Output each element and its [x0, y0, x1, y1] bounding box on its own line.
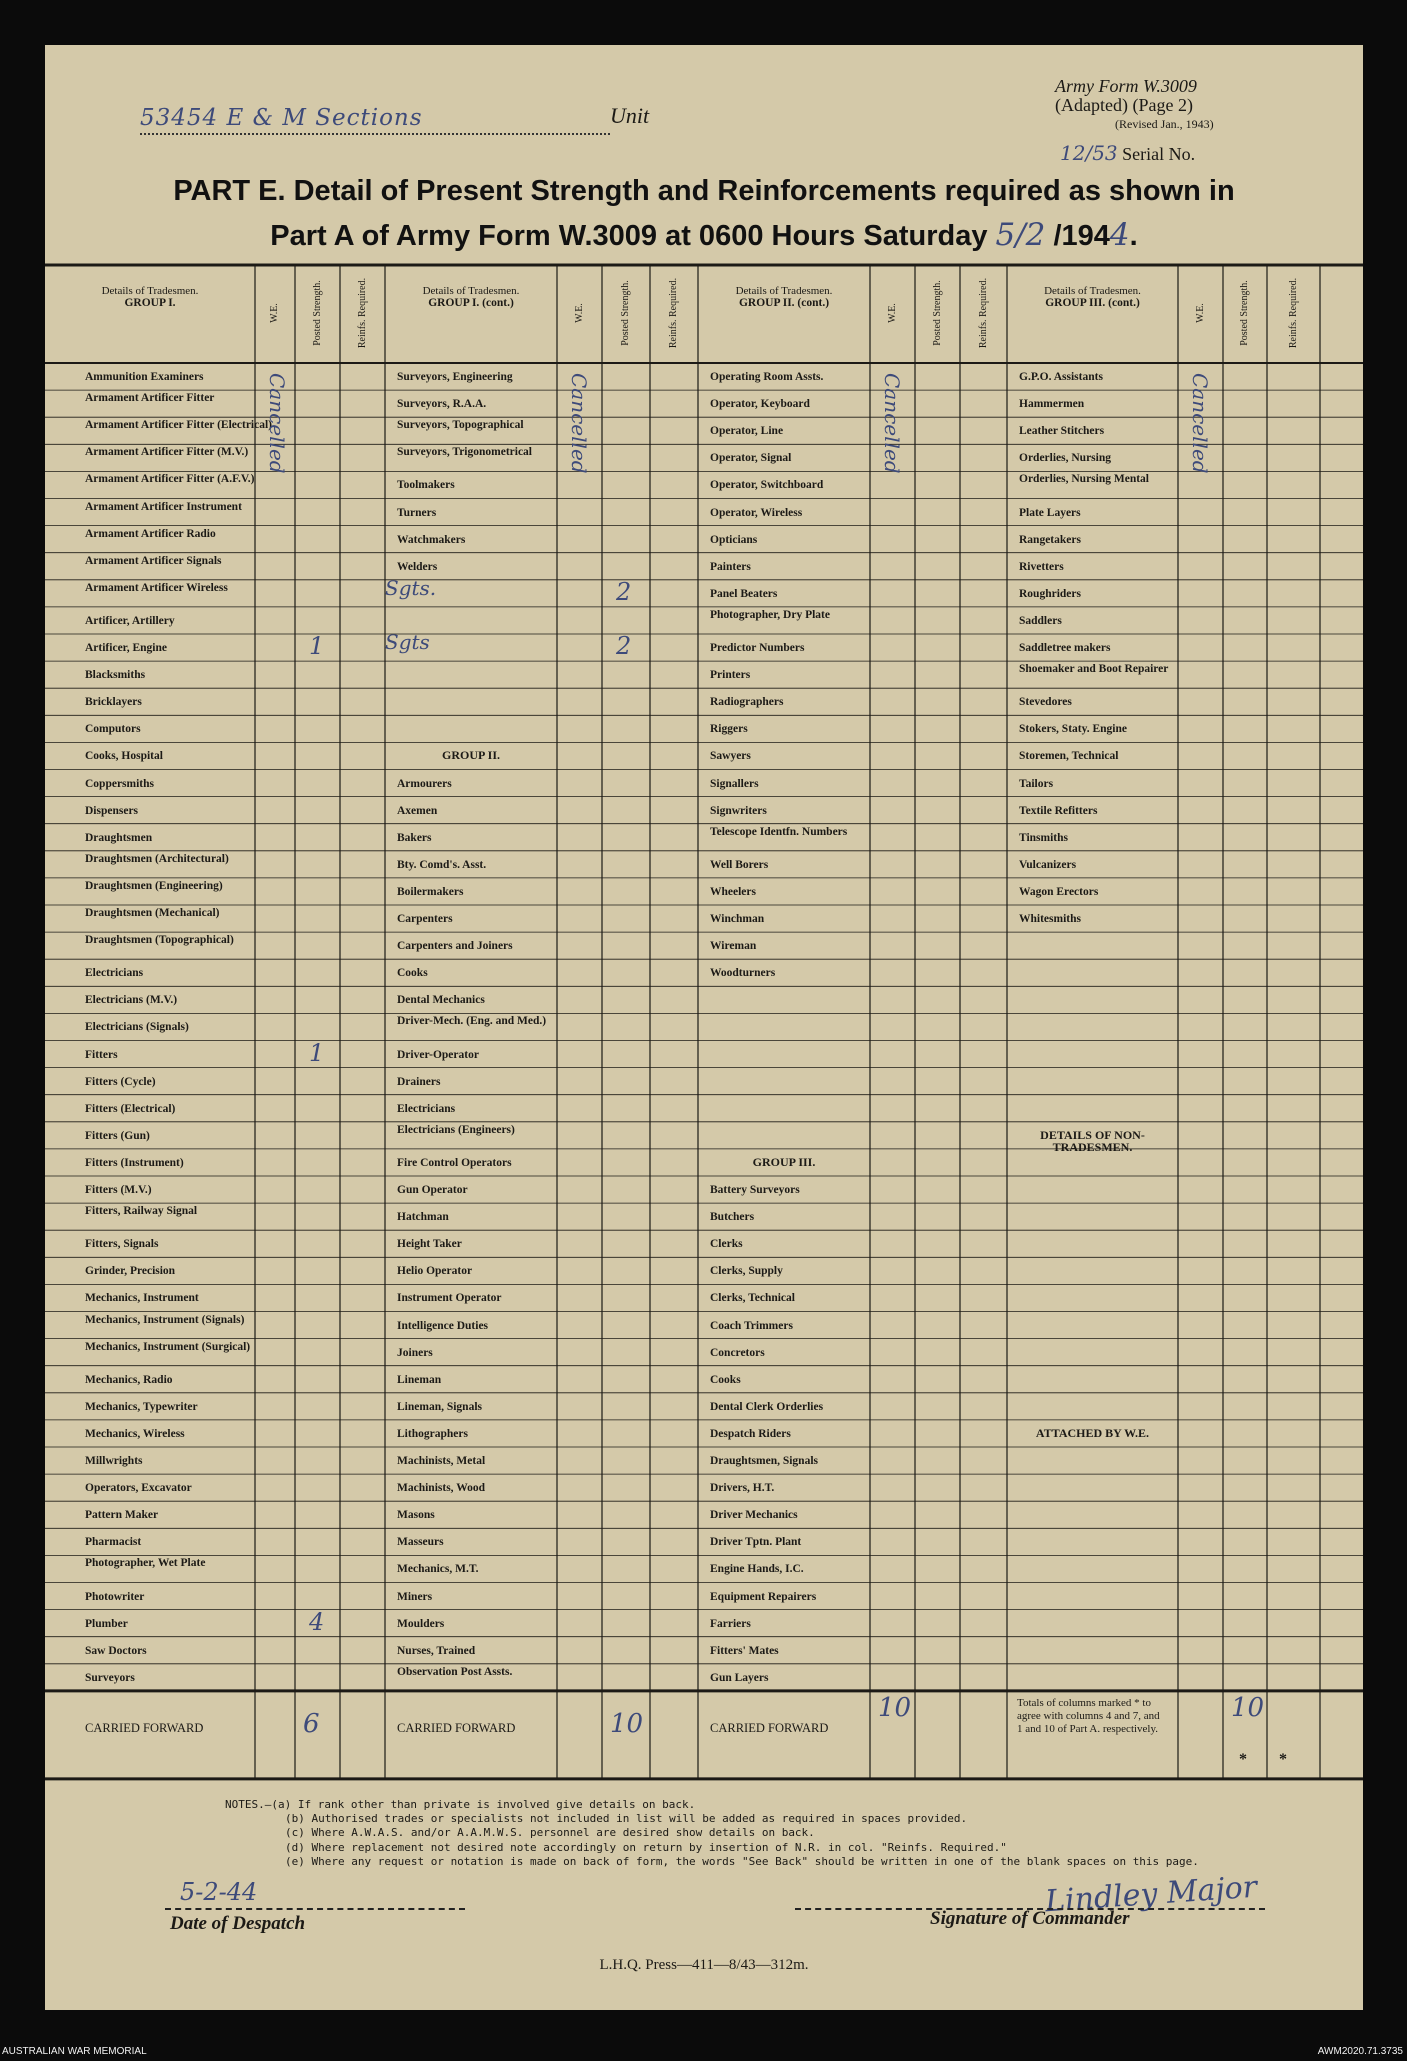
- trade-label: Orderlies, Nursing Mental: [1019, 473, 1149, 486]
- subheading-r: Reinfs. Required.: [356, 277, 368, 349]
- trade-label: Draughtsmen (Topographical): [85, 934, 234, 947]
- trade-label: Woodturners: [710, 967, 776, 980]
- trade-label: Mechanics, Instrument (Surgical): [85, 1340, 251, 1353]
- trade-label: Leather Stitchers: [1019, 425, 1105, 438]
- trade-label: Draughtsmen, Signals: [710, 1455, 818, 1467]
- trade-label: Surveyors, Engineering: [397, 371, 513, 383]
- note-b: (b) Authorised trades or specialists not included in list will be added as required in spaces provided.: [285, 1812, 968, 1826]
- trade-label: Saddlers: [1019, 614, 1062, 627]
- trade-label: Despatch Riders: [710, 1427, 791, 1440]
- trade-label: Armament Artificer Fitter (Electrical): [85, 419, 272, 432]
- trade-label: Operator, Keyboard: [710, 398, 810, 411]
- trade-label: Butchers: [710, 1211, 755, 1224]
- trade-label: Computors: [85, 723, 141, 736]
- heading-group: GROUP III. (cont.): [1045, 297, 1140, 309]
- note-d: (d) Where replacement not desired note accordingly on return by insertion of N.R. in col. "Reinfs. Required.": [285, 1840, 1007, 1854]
- trade-label: Wagon Erectors: [1019, 885, 1099, 898]
- trade-label: Operator, Switchboard: [710, 479, 824, 492]
- trade-label: Equipment Repairers: [710, 1590, 817, 1603]
- column-heading: [1007, 285, 1178, 309]
- star-mark: *: [1239, 1750, 1247, 1768]
- trade-label: Machinists, Wood: [397, 1482, 485, 1495]
- trade-label: Height Taker: [397, 1238, 462, 1251]
- trade-label: Turners: [397, 506, 437, 519]
- star-mark: *: [1279, 1750, 1287, 1768]
- we-note: Sgts.: [385, 575, 437, 600]
- trade-label: Machinists, Metal: [397, 1455, 486, 1467]
- trade-label: Rangetakers: [1019, 533, 1081, 546]
- despatch-line: [165, 1908, 465, 1910]
- title-text: Part A of Army Form W.3009 at 0600 Hours Saturday: [270, 220, 988, 252]
- trade-label: Grinder, Precision: [85, 1265, 176, 1278]
- trade-label: Engine Hands, I.C.: [710, 1563, 804, 1576]
- trade-label: Fire Control Operators: [397, 1156, 512, 1169]
- trade-label: Fitters: [85, 1048, 118, 1061]
- trade-label: G.P.O. Assistants: [1019, 371, 1103, 383]
- trade-label: Saw Doctors: [85, 1644, 147, 1657]
- trade-label: Toolmakers: [397, 479, 455, 492]
- trade-label: Panel Beaters: [710, 587, 778, 600]
- trade-label: Telescope Identfn. Numbers: [710, 825, 848, 838]
- form-page: [45, 45, 1363, 2010]
- trade-label: Mechanics, M.T.: [397, 1563, 479, 1576]
- trade-label: Armament Artificer Radio: [85, 527, 216, 540]
- trade-label: Clerks, Technical: [710, 1292, 795, 1305]
- trade-label: Driver Mechanics: [710, 1509, 798, 1522]
- trade-label: Cooks, Hospital: [85, 750, 163, 763]
- trade-label: Operator, Signal: [710, 452, 792, 465]
- trade-label: Stevedores: [1019, 696, 1072, 709]
- form-number: Army Form W.3009: [1055, 76, 1197, 96]
- trade-label: Plumber: [85, 1617, 128, 1630]
- trade-label: Armourers: [397, 777, 452, 790]
- trade-label: Artificer, Artillery: [85, 614, 175, 627]
- heading-text: Details of Tradesmen.: [422, 285, 520, 297]
- subheading-r: Reinfs. Required.: [977, 277, 989, 349]
- trade-label: Pattern Maker: [85, 1509, 159, 1522]
- trade-label: Fitters, Signals: [85, 1238, 159, 1251]
- trade-label: Operators, Excavator: [85, 1482, 192, 1495]
- heading-group: GROUP II. (cont.): [738, 297, 830, 309]
- title-year: /194: [1053, 220, 1110, 252]
- trade-label: Printers: [710, 669, 751, 682]
- carried-forward-label: CARRIED FORWARD: [710, 1720, 829, 1735]
- serial-label: Serial No.: [1122, 144, 1196, 164]
- trade-label: Photographer, Wet Plate: [85, 1557, 206, 1570]
- posted-value: 1: [309, 632, 325, 660]
- trade-label: Radiographers: [710, 696, 784, 709]
- group-heading: GROUP II.: [441, 748, 500, 763]
- column-heading: [385, 285, 557, 309]
- trade-label: Armament Artificer Signals: [85, 554, 222, 567]
- trade-label: Bakers: [397, 831, 432, 844]
- totals-note: Totals of columns marked * to agree with columns 4 and 7, and 1 and 10 of Part A. respectively.: [1017, 1696, 1160, 1735]
- trade-label: Well Borers: [710, 858, 769, 871]
- trade-label: Electricians: [397, 1102, 456, 1115]
- trade-label: Armament Artificer Wireless: [85, 581, 228, 594]
- trade-label: Sawyers: [710, 750, 751, 763]
- cancelled-stamp: Cancelled: [1188, 373, 1212, 474]
- trade-label: Electricians (M.V.): [85, 994, 178, 1007]
- trade-label: Signallers: [710, 777, 759, 790]
- subheading-p: Posted Strength.: [1239, 280, 1250, 346]
- posted-value: 1: [309, 1038, 325, 1067]
- trade-label: Surveyors: [85, 1671, 135, 1684]
- subheading-r: Reinfs. Required.: [1287, 277, 1299, 349]
- trade-label: Operator, Wireless: [710, 506, 803, 519]
- trade-label: Carpenters and Joiners: [397, 940, 513, 953]
- trade-label: Moulders: [397, 1617, 445, 1630]
- trade-label: Fitters' Mates: [710, 1644, 779, 1657]
- subheading-p: Posted Strength.: [620, 280, 631, 346]
- posted-value: 2: [616, 632, 632, 660]
- carried-forward-value: 10: [1231, 1692, 1265, 1723]
- we-note: Sgts: [385, 630, 430, 654]
- trade-label: Driver Tptn. Plant: [710, 1536, 802, 1549]
- trade-label: Cooks: [710, 1373, 741, 1386]
- trade-label: Farriers: [710, 1617, 751, 1630]
- cancelled-stamp: Cancelled: [880, 373, 904, 474]
- column-heading: [698, 285, 870, 309]
- subheading-we: W.E.: [1194, 303, 1206, 323]
- trade-label: Clerks: [710, 1238, 743, 1251]
- trade-label: Fitters (Cycle): [85, 1075, 156, 1088]
- archive-ref: AWM2020.71.3735: [1317, 2046, 1403, 2057]
- heading-group: GROUP I.: [124, 297, 176, 309]
- trade-label: Operating Room Assts.: [710, 371, 824, 383]
- part-title-line1: PART E. Detail of Present Strength and Reinforcements required as shown in: [173, 175, 1235, 207]
- posted-value: 4: [309, 1607, 325, 1636]
- subheading-we: W.E.: [269, 303, 280, 323]
- trade-label: Fitters (M.V.): [85, 1184, 152, 1196]
- despatch-date-handwritten: 5-2-44: [180, 1878, 258, 1906]
- trade-label: Draughtsmen (Engineering): [85, 879, 223, 892]
- trade-label: Nurses, Trained: [397, 1644, 476, 1657]
- commander-signature: Lindley Major: [1044, 1869, 1259, 1920]
- cancelled-stamp: Cancelled: [265, 373, 289, 474]
- group-heading: GROUP III.: [752, 1154, 816, 1169]
- trade-label: Driver-Mech. (Eng. and Med.): [397, 1015, 547, 1028]
- trade-label: Surveyors, Trigonometrical: [397, 446, 532, 459]
- trade-label: Saddletree makers: [1019, 642, 1111, 654]
- carried-forward-label: CARRIED FORWARD: [397, 1720, 516, 1735]
- trade-label: Concretors: [710, 1346, 765, 1359]
- trade-label: Dental Mechanics: [397, 994, 485, 1007]
- trade-label: Tinsmiths: [1019, 831, 1069, 844]
- title-end: .: [1129, 220, 1138, 252]
- trade-label: Draughtsmen (Mechanical): [85, 907, 220, 919]
- form-adapted: (Adapted) (Page 2): [1055, 95, 1193, 115]
- trade-label: Joiners: [397, 1346, 433, 1359]
- trade-label: Fitters, Railway Signal: [85, 1205, 198, 1218]
- note-a: NOTES.—(a) If rank other than private is involved give details on back.: [225, 1798, 696, 1811]
- trade-label: Electricians: [85, 967, 144, 980]
- trade-label: Gun Layers: [710, 1671, 769, 1684]
- column-heading: [45, 285, 255, 309]
- trade-label: Opticians: [710, 533, 758, 546]
- trade-label: Mechanics, Instrument: [85, 1292, 199, 1305]
- trade-label: Mechanics, Typewriter: [85, 1400, 198, 1413]
- trade-label: Instrument Operator: [397, 1292, 502, 1305]
- trade-label: Masseurs: [397, 1536, 444, 1549]
- trade-label: Tailors: [1019, 777, 1054, 790]
- trade-label: Intelligence Duties: [397, 1319, 489, 1332]
- trade-label: Vulcanizers: [1019, 858, 1077, 871]
- trade-label: Rivetters: [1019, 560, 1064, 573]
- trade-label: Photographer, Dry Plate: [710, 608, 830, 621]
- notes-block: [225, 1798, 1199, 1869]
- trade-label: Orderlies, Nursing: [1019, 452, 1111, 465]
- unit-value: 53454 E & M Sections: [140, 105, 423, 131]
- trade-label: Signwriters: [710, 804, 767, 817]
- trade-label: Draughtsmen (Architectural): [85, 852, 229, 865]
- group-heading: ATTACHED BY W.E.: [1035, 1425, 1150, 1440]
- subheading-we: W.E.: [886, 303, 898, 323]
- title-year-handwritten: 4: [1109, 217, 1130, 253]
- trade-label: Stokers, Staty. Engine: [1019, 723, 1127, 736]
- heading-text: Details of Tradesmen.: [735, 285, 833, 297]
- carried-forward-value: 10: [878, 1692, 912, 1723]
- trade-label: Hatchman: [397, 1211, 449, 1224]
- title-date-handwritten: 5/2: [995, 217, 1046, 253]
- trade-label: Watchmakers: [397, 533, 466, 546]
- trade-label: Armament Artificer Fitter: [85, 392, 215, 405]
- trade-label: Fitters (Electrical): [85, 1102, 176, 1115]
- trade-label: Battery Surveyors: [710, 1184, 800, 1196]
- trade-label: Shoemaker and Boot Repairer: [1019, 663, 1169, 676]
- unit-label: Unit: [610, 103, 650, 128]
- trade-label: Armament Artificer Fitter (M.V.): [85, 446, 249, 459]
- trade-label: Operator, Line: [710, 425, 784, 438]
- trade-label: Armament Artificer Fitter (A.F.V.): [85, 473, 255, 486]
- trade-label: Wireman: [710, 940, 757, 953]
- trade-label: Predictor Numbers: [710, 642, 805, 654]
- carried-forward-value: 6: [303, 1708, 320, 1739]
- subheading-p: Posted Strength.: [311, 280, 323, 346]
- trade-label: Storemen, Technical: [1019, 750, 1119, 763]
- group-heading: DETAILS OF NON-TRADESMEN.: [1040, 1127, 1145, 1154]
- trade-label: Lineman: [397, 1373, 442, 1386]
- trade-label: Carpenters: [397, 913, 453, 925]
- trade-label: Surveyors, R.A.A.: [397, 398, 487, 411]
- despatch-caption: Date of Despatch: [170, 1913, 306, 1934]
- trade-label: Coach Trimmers: [710, 1319, 793, 1332]
- trade-label: Driver-Operator: [397, 1048, 479, 1061]
- trade-label: Clerks, Supply: [710, 1265, 783, 1278]
- trade-label: Electricians (Engineers): [397, 1123, 515, 1136]
- signature-caption: Signature of Commander: [930, 1908, 1130, 1929]
- trade-label: Fitters (Instrument): [85, 1156, 184, 1169]
- trade-label: Dental Clerk Orderlies: [710, 1400, 824, 1413]
- heading-text: Details of Tradesmen.: [101, 285, 199, 297]
- heading-group: GROUP I. (cont.): [428, 297, 514, 309]
- note-c: (c) Where A.W.A.S. and/or A.A.M.W.S. personnel are desired show details on back.: [285, 1826, 815, 1840]
- trade-label: Pharmacist: [85, 1536, 142, 1549]
- heading-text: Details of Tradesmen.: [1044, 285, 1141, 297]
- trade-label: Drainers: [397, 1075, 441, 1088]
- trade-label: Drivers, H.T.: [710, 1482, 775, 1495]
- trade-label: Bty. Comd's. Asst.: [397, 858, 487, 871]
- trade-label: Artificer, Engine: [85, 642, 167, 654]
- trade-label: Dispensers: [85, 804, 139, 817]
- trade-label: Painters: [710, 560, 751, 573]
- trade-label: Mechanics, Radio: [85, 1373, 173, 1386]
- trade-label: Hammermen: [1019, 398, 1085, 411]
- trade-label: Blacksmiths: [85, 669, 146, 682]
- trade-label: Mechanics, Wireless: [85, 1427, 185, 1440]
- trade-label: Electricians (Signals): [85, 1021, 189, 1034]
- trade-label: Whitesmiths: [1019, 913, 1081, 925]
- trade-label: Textile Refitters: [1019, 804, 1098, 817]
- trade-label: Bricklayers: [85, 696, 142, 709]
- carried-forward-value: 10: [610, 1708, 644, 1739]
- serial-value: 12/53: [1060, 141, 1118, 165]
- subheading-we: W.E.: [573, 303, 585, 323]
- trade-label: Ammunition Examiners: [85, 371, 204, 383]
- cancelled-stamp: Cancelled: [567, 373, 591, 474]
- carried-forward-label: CARRIED FORWARD: [85, 1720, 204, 1735]
- archive-credit: AUSTRALIAN WAR MEMORIAL: [2, 2046, 147, 2057]
- trade-label: Cooks: [397, 967, 428, 980]
- posted-value: 2: [616, 577, 632, 606]
- trade-label: Boilermakers: [397, 885, 464, 898]
- trade-label: Axemen: [397, 804, 438, 817]
- subheading-p: Posted Strength.: [931, 280, 943, 346]
- trade-label: Helio Operator: [397, 1265, 473, 1278]
- trade-label: Lineman, Signals: [397, 1400, 482, 1413]
- trade-label: Miners: [397, 1590, 433, 1603]
- trade-label: Coppersmiths: [85, 777, 155, 790]
- press-imprint: L.H.Q. Press—411—8/43—312m.: [599, 1957, 809, 1973]
- subheading-r: Reinfs. Required.: [668, 277, 679, 349]
- trade-label: Surveyors, Topographical: [397, 419, 524, 432]
- trade-label: Photowriter: [85, 1590, 145, 1603]
- trade-label: Millwrights: [85, 1455, 143, 1467]
- form-revised: (Revised Jan., 1943): [1115, 117, 1214, 131]
- trade-label: Armament Artificer Instrument: [85, 500, 242, 513]
- trade-label: Welders: [397, 560, 438, 573]
- trade-label: Fitters (Gun): [85, 1129, 150, 1142]
- trade-label: Winchman: [710, 913, 765, 925]
- trade-label: Masons: [397, 1509, 435, 1522]
- trade-label: Plate Layers: [1019, 506, 1081, 519]
- trade-label: Riggers: [710, 723, 748, 736]
- trade-label: Gun Operator: [397, 1184, 468, 1196]
- trade-label: Roughriders: [1019, 587, 1081, 600]
- trade-label: Observation Post Assts.: [397, 1665, 513, 1678]
- trade-label: Mechanics, Instrument (Signals): [85, 1313, 245, 1326]
- trade-label: Draughtsmen: [85, 831, 153, 844]
- trade-label: Lithographers: [397, 1427, 468, 1440]
- trade-label: Wheelers: [710, 885, 756, 898]
- note-e: (e) Where any request or notation is made on back of form, the words "See Back" should be written in one of the blank spaces on this page.: [285, 1854, 1199, 1868]
